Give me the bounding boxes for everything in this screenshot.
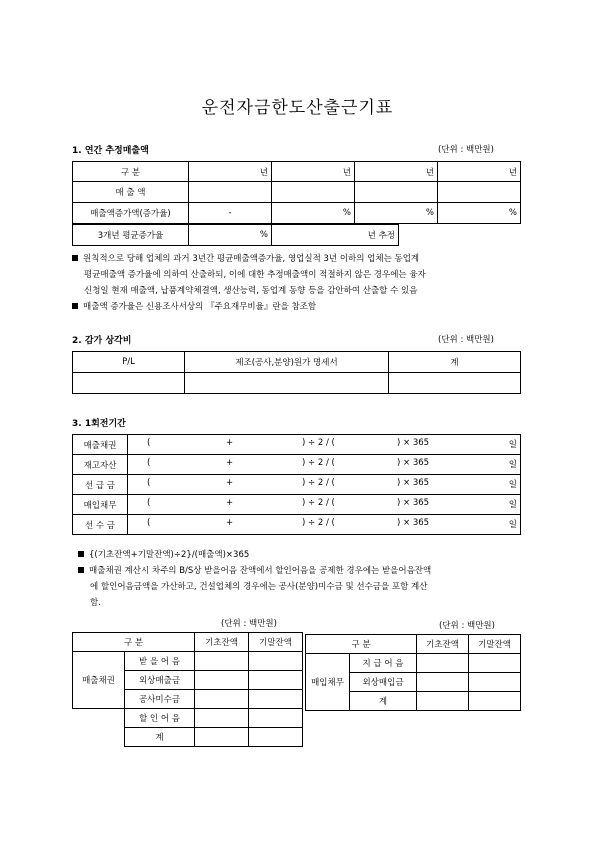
header-total: 계 xyxy=(389,352,521,373)
header-label: 구 분 xyxy=(306,635,417,654)
item-label: 외상매입금 xyxy=(350,673,417,692)
header-pl: P/L xyxy=(73,352,185,373)
amount-input[interactable] xyxy=(195,652,249,671)
turnover-label: 매입채무 xyxy=(73,495,128,515)
item-label: 받 을 어 음 xyxy=(125,652,195,671)
total-input[interactable] xyxy=(389,373,521,394)
note-item: 매출액 증가율은 신용조사서상의 『주요재무비율』란을 참조함 xyxy=(72,300,316,312)
receivables-table xyxy=(72,632,303,747)
growth-pct[interactable]: % xyxy=(438,203,521,224)
amount-input[interactable] xyxy=(417,692,469,711)
turnover-label: 매출채권 xyxy=(73,435,128,455)
amount-input[interactable] xyxy=(417,654,469,673)
amount-input[interactable] xyxy=(249,709,303,728)
turnover-formula[interactable]: ( + ) ÷ 2 / ( ) × 365 일 xyxy=(128,455,521,475)
turnover-formula[interactable]: ( + ) ÷ 2 / ( ) × 365 일 xyxy=(128,515,521,535)
sales-input[interactable] xyxy=(438,182,521,203)
item-label: 계 xyxy=(350,692,417,711)
sales-input[interactable] xyxy=(355,182,438,203)
row-avg-label: 3개년 평균증가율 xyxy=(73,225,189,246)
item-label: 할 인 어 음 xyxy=(125,709,195,728)
group-label: 매입채무 xyxy=(306,654,350,711)
turnover-label: 선 급 금 xyxy=(73,475,128,495)
group-label: 매출채권 xyxy=(73,652,125,709)
payables-table xyxy=(305,634,521,711)
header-cost: 제조(공사,분양)원가 명세서 xyxy=(185,352,389,373)
bullet-square-icon xyxy=(72,303,78,309)
page-title: 운전자금한도산출근기표 xyxy=(201,98,394,118)
amount-input[interactable] xyxy=(469,673,521,692)
bullet-square-icon xyxy=(78,567,84,573)
amount-input[interactable] xyxy=(195,690,249,709)
note-item: 매출채권 계산시 차주의 B/S상 받을어음 잔액에서 할인어음을 공제한 경우에는 받을어음잔액 xyxy=(78,564,431,576)
turnover-formula[interactable]: ( + ) ÷ 2 / ( ) × 365 일 xyxy=(128,475,521,495)
section1-heading: 1. 연간 추정매출액 xyxy=(72,146,149,156)
depreciation-table xyxy=(72,351,521,394)
right-table-unit: (단위 : 백만원) xyxy=(439,621,495,631)
sales-input[interactable] xyxy=(189,182,272,203)
sales-input[interactable] xyxy=(272,182,355,203)
turnover-label: 선 수 금 xyxy=(73,515,128,535)
turnover-formula[interactable]: ( + ) ÷ 2 / ( ) × 365 일 xyxy=(128,495,521,515)
note-item: 에 할인어음금액을 가산하고, 건설업체의 경우에는 공사(분양)미수금 및 선수금을 포함 계산 xyxy=(90,582,428,592)
item-label: 지 급 어 음 xyxy=(350,654,417,673)
amount-input[interactable] xyxy=(195,671,249,690)
amount-input[interactable] xyxy=(417,673,469,692)
header-opening: 기초잔액 xyxy=(417,635,469,654)
growth-pct[interactable]: % xyxy=(355,203,438,224)
amount-input[interactable] xyxy=(249,728,303,747)
amount-input[interactable] xyxy=(249,671,303,690)
bullet-square-icon xyxy=(78,551,84,557)
avg-est[interactable]: 년 추정 xyxy=(272,225,399,246)
item-label: 계 xyxy=(125,728,195,747)
section1-unit: (단위 : 백만원) xyxy=(438,145,494,155)
note-item: 평균매출액 증가율에 의하여 산출하되, 이에 대한 추정매출액이 적절하지 않은 경우에는 융자 xyxy=(84,270,426,280)
sales-table xyxy=(72,161,521,224)
note-item: 원칙적으로 당해 업체의 과거 3년간 평균매출액증가율, 영업실적 3년 이하의 업체는 동업계 xyxy=(72,252,419,264)
section2-unit: (단위 : 백만원) xyxy=(438,335,494,345)
growth-pct[interactable]: % xyxy=(272,203,355,224)
year-cell: 년 xyxy=(355,162,438,182)
turnover-table xyxy=(72,434,521,535)
bullet-square-icon xyxy=(72,255,78,261)
cost-input[interactable] xyxy=(185,373,389,394)
amount-input[interactable] xyxy=(249,652,303,671)
amount-input[interactable] xyxy=(195,728,249,747)
header-closing: 기말잔액 xyxy=(249,633,303,652)
year-cell: 년 xyxy=(438,162,521,182)
header-closing: 기말잔액 xyxy=(469,635,521,654)
turnover-label: 재고자산 xyxy=(73,455,128,475)
header-opening: 기초잔액 xyxy=(195,633,249,652)
amount-input[interactable] xyxy=(469,654,521,673)
item-label: 공사미수금 xyxy=(125,690,195,709)
note-item: 신청일 현재 매출액, 납품계약체결액, 생산능력, 동업계 동향 등을 감안하여 산출할 수 있음 xyxy=(84,286,418,296)
amount-input[interactable] xyxy=(195,709,249,728)
avg-pct[interactable]: % xyxy=(189,225,272,246)
avg-growth-table xyxy=(72,224,399,246)
note-item: 함. xyxy=(90,598,101,608)
header-label: 구 분 xyxy=(73,633,195,652)
amount-input[interactable] xyxy=(249,690,303,709)
growth-first: - xyxy=(189,203,272,224)
turnover-formula[interactable]: ( + ) ÷ 2 / ( ) × 365 일 xyxy=(128,435,521,455)
header-label: 구 분 xyxy=(73,162,189,182)
year-cell: 년 xyxy=(272,162,355,182)
left-table-unit: (단위 : 백만원) xyxy=(221,619,277,629)
section2-heading: 2. 감가 상각비 xyxy=(72,336,132,346)
row-growth-label: 매출액증가액(증가율) xyxy=(73,203,189,224)
row-sales-label: 매 출 액 xyxy=(73,182,189,203)
year-cell: 년 xyxy=(189,162,272,182)
formula-note: {(기초잔액+기말잔액)÷2}/(매출액)×365 xyxy=(78,548,249,560)
item-label: 외상매출금 xyxy=(125,671,195,690)
section3-heading: 3. 1회전기간 xyxy=(72,419,126,429)
amount-input[interactable] xyxy=(469,692,521,711)
pl-input[interactable] xyxy=(73,373,185,394)
